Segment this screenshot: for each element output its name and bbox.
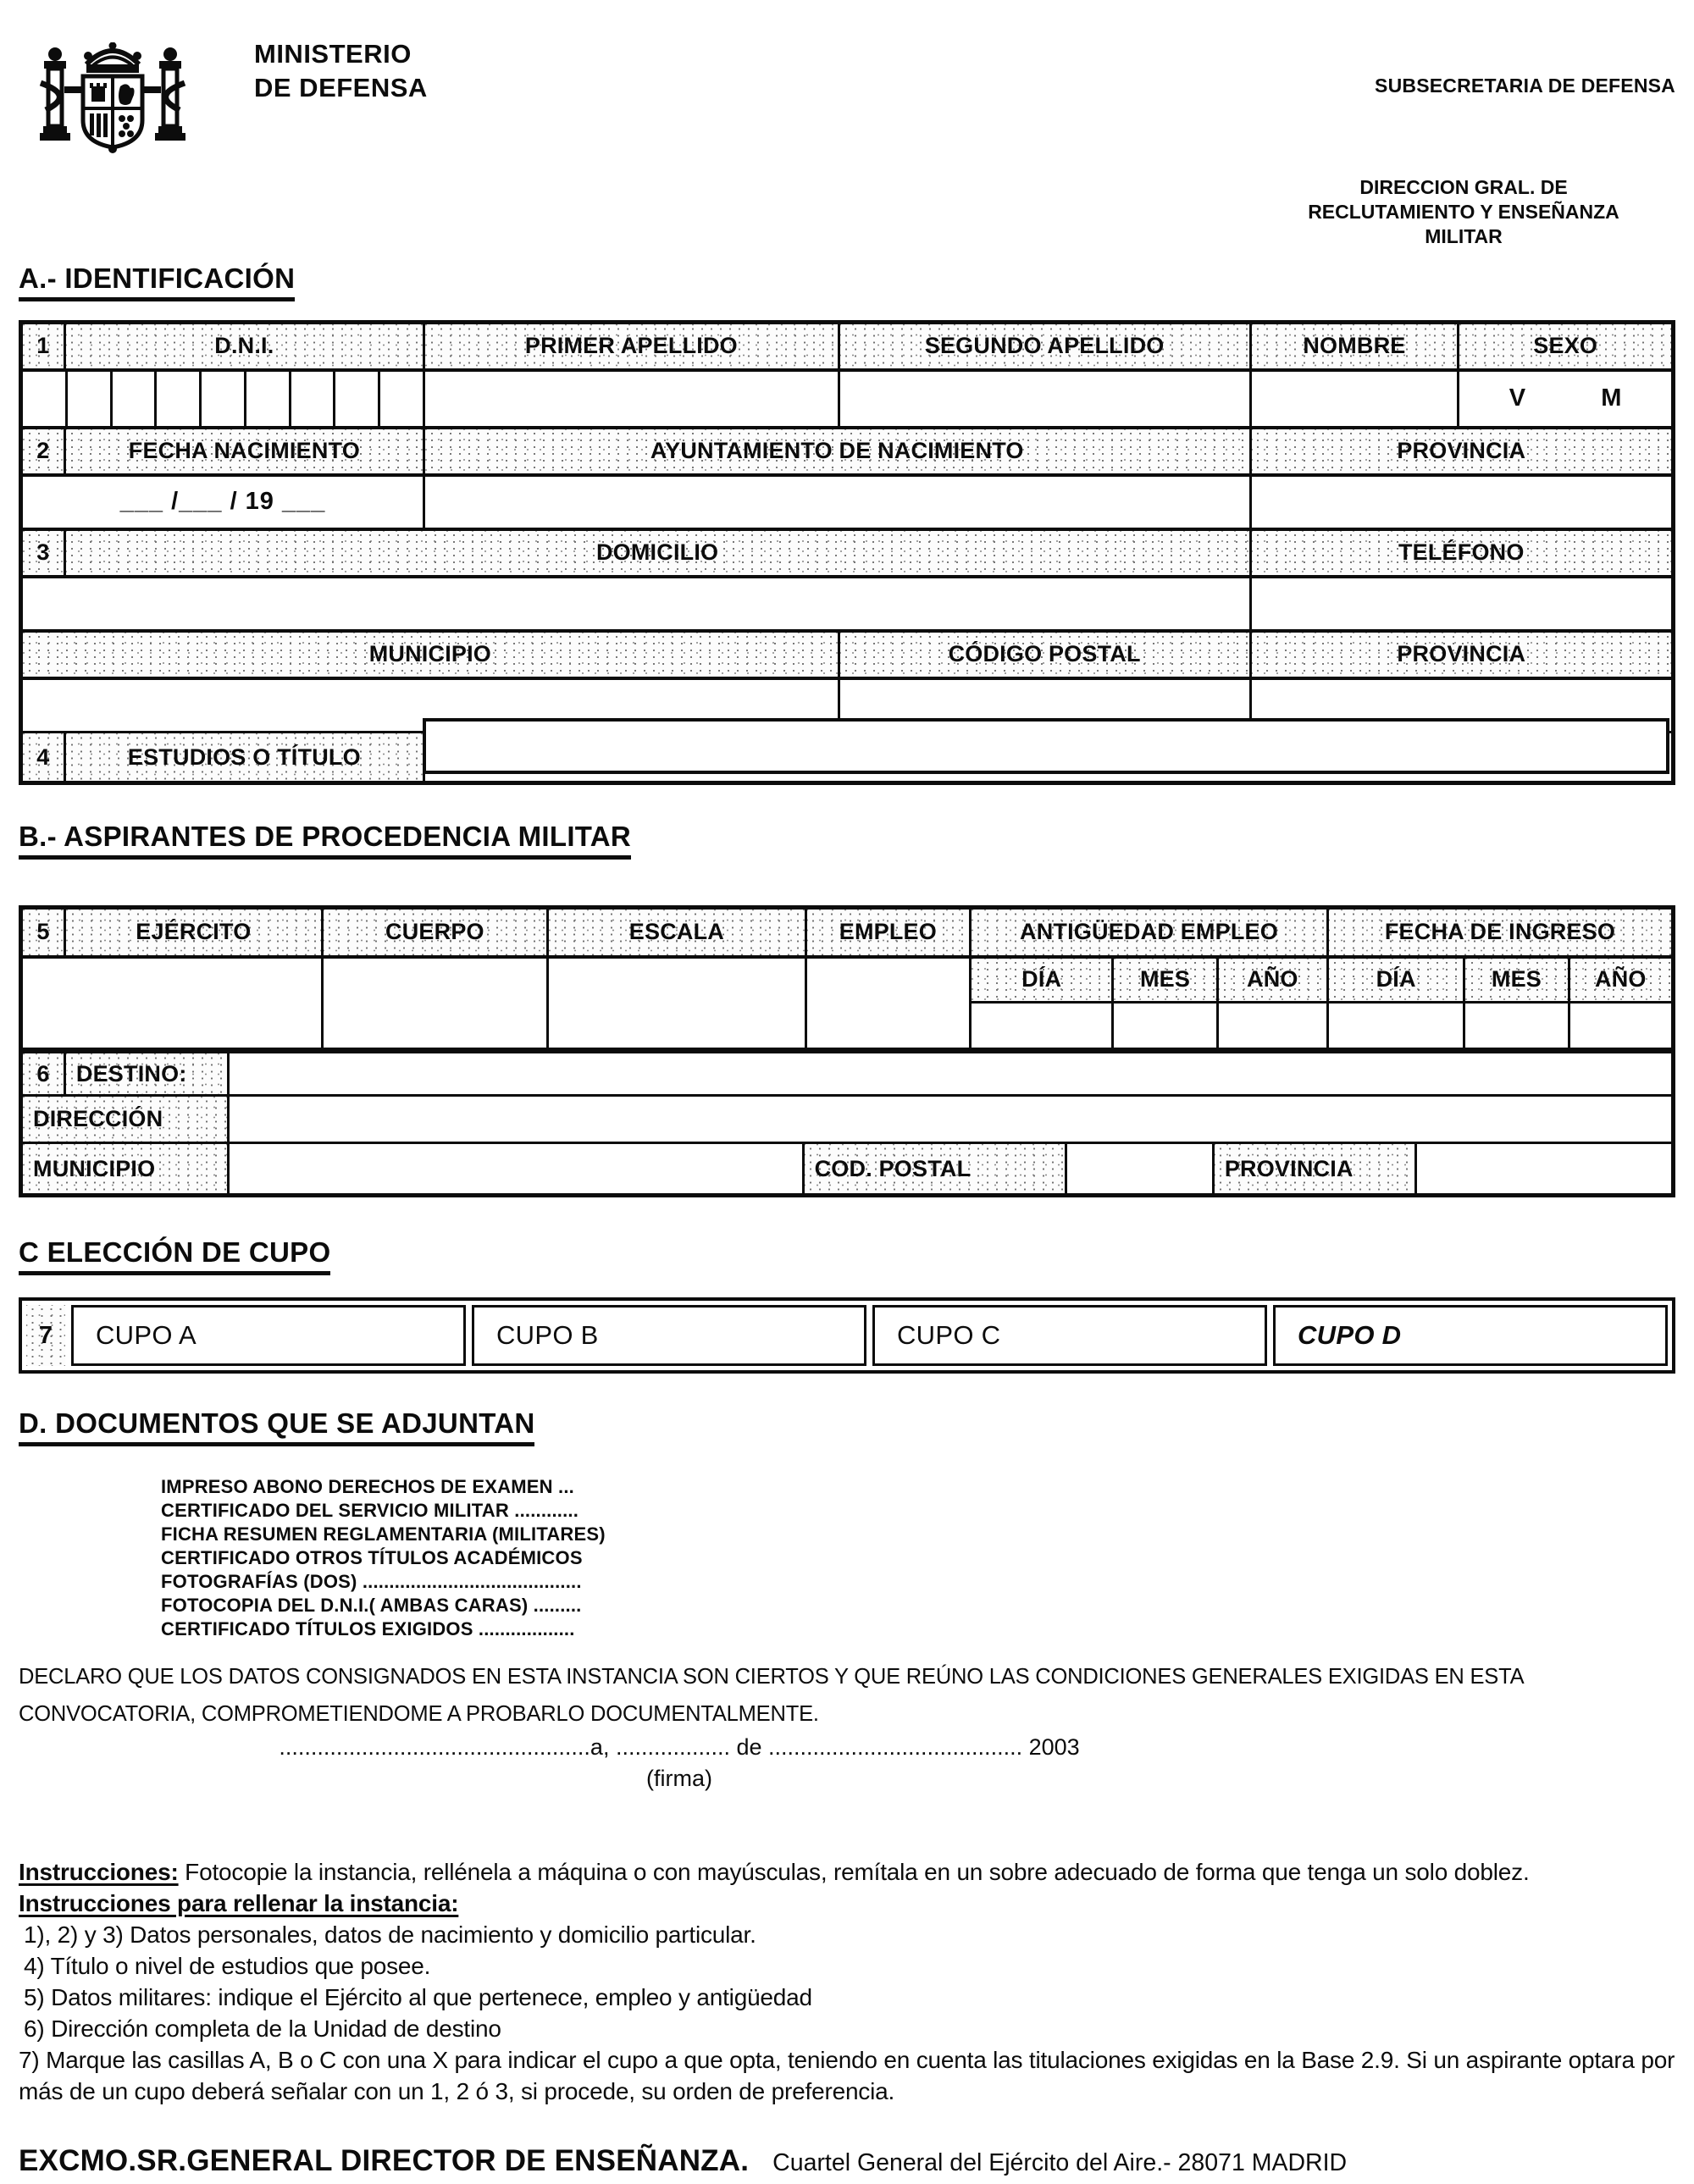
ingreso-mes-header: MES: [1464, 957, 1569, 1003]
date-signature-line[interactable]: .................................................a, .................. de ........................................ 2003: [279, 1734, 1080, 1760]
document-item: IMPRESO ABONO DERECHOS DE EXAMEN ...: [161, 1476, 574, 1497]
ministry-name: [254, 37, 428, 105]
antiguedad-ano-input[interactable]: [1217, 1003, 1327, 1050]
antiguedad-ano-header: AÑO: [1217, 957, 1327, 1003]
header-right-block: [1201, 0, 1675, 249]
dni-char-box[interactable]: [291, 372, 336, 426]
sexo-input: [1459, 370, 1674, 428]
domicilio-input[interactable]: [21, 577, 1251, 631]
direccion-general-label: [1201, 175, 1675, 249]
empleo-input[interactable]: [805, 957, 970, 1050]
dni-char-box[interactable]: [68, 372, 113, 426]
instruction-item: 7) Marque las casillas A, B o C con una X para indicar el cupo a que opta, teniendo en cuenta las titulaciones exigidas en la Base 2.9. Si un aspirante optara por más de un cupo deberá señalar con un 1, 2 ó 3, si procede, su orden de preferencia.: [19, 2047, 1675, 2104]
ingreso-mes-input[interactable]: [1464, 1003, 1569, 1050]
direccion-header: DIRECCIÓN: [21, 1096, 229, 1143]
municipio-header: MUNICIPIO: [21, 631, 839, 678]
nombre-header: NOMBRE: [1250, 323, 1459, 370]
provincia-domicilio-header: PROVINCIA: [1250, 631, 1673, 678]
cupo-c-option[interactable]: [872, 1305, 1267, 1366]
ingreso-dia-input[interactable]: [1327, 1003, 1464, 1050]
ejercito-input[interactable]: [21, 957, 323, 1050]
documents-list: [19, 1475, 1675, 1641]
dni-char-box[interactable]: [202, 372, 246, 426]
segundo-apellido-input[interactable]: [839, 370, 1250, 428]
row2-number: 2: [21, 428, 65, 475]
spain-coat-of-arms-icon: [34, 42, 191, 169]
dni-char-box[interactable]: [157, 372, 202, 426]
antiguedad-mes-header: MES: [1113, 957, 1217, 1003]
destino-input[interactable]: [228, 1052, 1673, 1096]
antiguedad-mes-input[interactable]: [1113, 1003, 1217, 1050]
municipio-destino-header: MUNICIPIO: [21, 1143, 229, 1196]
row3-number: 3: [21, 529, 65, 577]
ayuntamiento-input[interactable]: [424, 475, 1251, 529]
dni-input-cell: [21, 370, 424, 428]
ingreso-ano-input[interactable]: [1569, 1003, 1673, 1050]
direccion-input[interactable]: [228, 1096, 1673, 1143]
sexo-option-v[interactable]: V: [1509, 384, 1526, 412]
section-b-title: B.- ASPIRANTES DE PROCEDENCIA MILITAR: [19, 821, 1675, 860]
provincia-destino-header: PROVINCIA: [1213, 1143, 1416, 1196]
antiguedad-header: ANTIGÜEDAD EMPLEO: [971, 908, 1328, 957]
dni-header: D.N.I.: [64, 323, 424, 370]
subsecretaria-label: SUBSECRETARIA DE DEFENSA: [1375, 75, 1675, 97]
dni-char-box[interactable]: [246, 372, 291, 426]
ingreso-ano-header: AÑO: [1569, 957, 1673, 1003]
ingreso-dia-header: DÍA: [1327, 957, 1464, 1003]
provincia-nacimiento-header: PROVINCIA: [1250, 428, 1673, 475]
direccion-line2: RECLUTAMIENTO Y ENSEÑANZA: [1308, 201, 1619, 223]
provincia-nacimiento-input[interactable]: [1250, 475, 1673, 529]
antiguedad-dia-input[interactable]: [971, 1003, 1113, 1050]
domicilio-header: DOMICILIO: [64, 529, 1250, 577]
cupo-d-option[interactable]: [1273, 1305, 1668, 1366]
cod-postal-input[interactable]: [1066, 1143, 1214, 1196]
dni-char-box[interactable]: [335, 372, 380, 426]
row5-number: 5: [21, 908, 65, 957]
cupo-b-label: CUPO B: [496, 1320, 599, 1350]
document-item: FOTOGRAFÍAS (DOS) .........................................: [161, 1571, 582, 1592]
cupo-d-label: CUPO D: [1298, 1320, 1402, 1350]
document-item: CERTIFICADO OTROS TÍTULOS ACADÉMICOS: [161, 1547, 583, 1568]
row1-number: 1: [21, 323, 65, 370]
dni-char-box[interactable]: [380, 372, 423, 426]
dni-char-box[interactable]: [23, 372, 68, 426]
instruction-item: 1), 2) y 3) Datos personales, datos de nacimiento y domicilio particular.: [24, 1921, 756, 1948]
document-item: CERTIFICADO TÍTULOS EXIGIDOS ..................: [161, 1618, 575, 1639]
cod-postal-header: COD. POSTAL: [803, 1143, 1066, 1196]
document-item: CERTIFICADO DEL SERVICIO MILITAR ............: [161, 1500, 579, 1521]
declaration-text: DECLARO QUE LOS DATOS CONSIGNADOS EN ESTA INSTANCIA SON CIERTOS Y QUE REÚNO LAS CONDICIONES GENERALES EXIGIDAS EN ESTA CONVOCATORIA, COMPROMETIENDOME A PROBARLO DOCUMENTALMENTE.: [19, 1665, 1524, 1726]
cupo-b-option[interactable]: [472, 1305, 866, 1366]
instructions-intro: [19, 1856, 1675, 1888]
fecha-nacimiento-input[interactable]: ___ /___ / 19 ___: [21, 475, 424, 529]
address-label: Cuartel General del Ejército del Aire.- 28071 MADRID: [772, 2149, 1348, 2176]
section-a-title: A.- IDENTIFICACIÓN: [19, 263, 1675, 301]
cupo-selection-band: [19, 1297, 1675, 1374]
codigo-postal-header: CÓDIGO POSTAL: [839, 631, 1250, 678]
escala-header: ESCALA: [548, 908, 806, 957]
dni-boxes: [23, 372, 423, 426]
fecha-ingreso-header: FECHA DE INGRESO: [1327, 908, 1673, 957]
telefono-input[interactable]: [1250, 577, 1673, 631]
instruction-item: 6) Dirección completa de la Unidad de destino: [24, 2015, 501, 2042]
ejercito-header: EJÉRCITO: [65, 908, 323, 957]
instructions-intro-text: Fotocopie la instancia, rellénela a máquina o con mayúsculas, remítala en un sobre adecuado de forma que tenga un solo doblez.: [178, 1859, 1530, 1885]
sexo-option-m[interactable]: M: [1601, 384, 1622, 412]
estudios-header: ESTUDIOS O TÍTULO: [64, 733, 424, 783]
form-footer: [19, 2144, 1675, 2178]
destino-table: [19, 1049, 1675, 1197]
cuerpo-header: CUERPO: [322, 908, 548, 957]
segundo-apellido-header: SEGUNDO APELLIDO: [839, 323, 1250, 370]
military-table: [19, 905, 1675, 1052]
estudios-input[interactable]: [423, 718, 1669, 774]
cupo-a-option[interactable]: [71, 1305, 466, 1366]
cupo-a-label: CUPO A: [96, 1320, 197, 1350]
form-header: [19, 0, 1675, 247]
firma-label: (firma): [646, 1766, 712, 1791]
row4-number: 4: [21, 733, 65, 783]
primer-apellido-input[interactable]: [424, 370, 839, 428]
empleo-header: EMPLEO: [805, 908, 970, 957]
ministry-name-line2: DE DEFENSA: [254, 73, 428, 102]
document-item: FICHA RESUMEN REGLAMENTARIA (MILITARES): [161, 1523, 606, 1545]
row6-number: 6: [21, 1052, 65, 1096]
direccion-line1: DIRECCION GRAL. DE: [1359, 176, 1568, 198]
instructions-block: [19, 1856, 1675, 2107]
instructions-fill-label: Instrucciones para rellenar la instancia:: [19, 1890, 459, 1916]
section-d-title: D. DOCUMENTOS QUE SE ADJUNTAN: [19, 1407, 1675, 1446]
fecha-nacimiento-header: FECHA NACIMIENTO: [64, 428, 424, 475]
estudios-input-cell: [424, 733, 1674, 783]
destino-header: DESTINO:: [64, 1052, 228, 1096]
municipio-destino-input[interactable]: [228, 1143, 803, 1196]
telefono-header: TELÉFONO: [1250, 529, 1673, 577]
identification-table: [19, 320, 1675, 785]
dni-char-box[interactable]: [113, 372, 158, 426]
antiguedad-dia-header: DÍA: [971, 957, 1113, 1003]
cuerpo-input[interactable]: [322, 957, 548, 1050]
ayuntamiento-header: AYUNTAMIENTO DE NACIMIENTO: [424, 428, 1251, 475]
direccion-line3: MILITAR: [1425, 225, 1503, 247]
nombre-input[interactable]: [1250, 370, 1459, 428]
document-item: FOTOCOPIA DEL D.N.I.( AMBAS CARAS) .........: [161, 1595, 582, 1616]
instruction-item: 4) Título o nivel de estudios que posee.: [24, 1953, 431, 1979]
addressee-label: EXCMO.SR.GENERAL DIRECTOR DE ENSEÑANZA.: [19, 2144, 750, 2177]
instruction-item: 5) Datos militares: indique el Ejército al que pertenece, empleo y antigüedad: [24, 1984, 812, 2010]
row7-number: 7: [26, 1305, 65, 1366]
provincia-destino-input[interactable]: [1416, 1143, 1674, 1196]
sexo-header: SEXO: [1459, 323, 1674, 370]
instructions-intro-label: Instrucciones:: [19, 1859, 179, 1885]
cupo-c-label: CUPO C: [897, 1320, 1001, 1350]
primer-apellido-header: PRIMER APELLIDO: [424, 323, 839, 370]
escala-input[interactable]: [548, 957, 806, 1050]
ministry-name-line1: MINISTERIO: [254, 39, 412, 69]
section-c-title: C ELECCIÓN DE CUPO: [19, 1236, 1675, 1275]
